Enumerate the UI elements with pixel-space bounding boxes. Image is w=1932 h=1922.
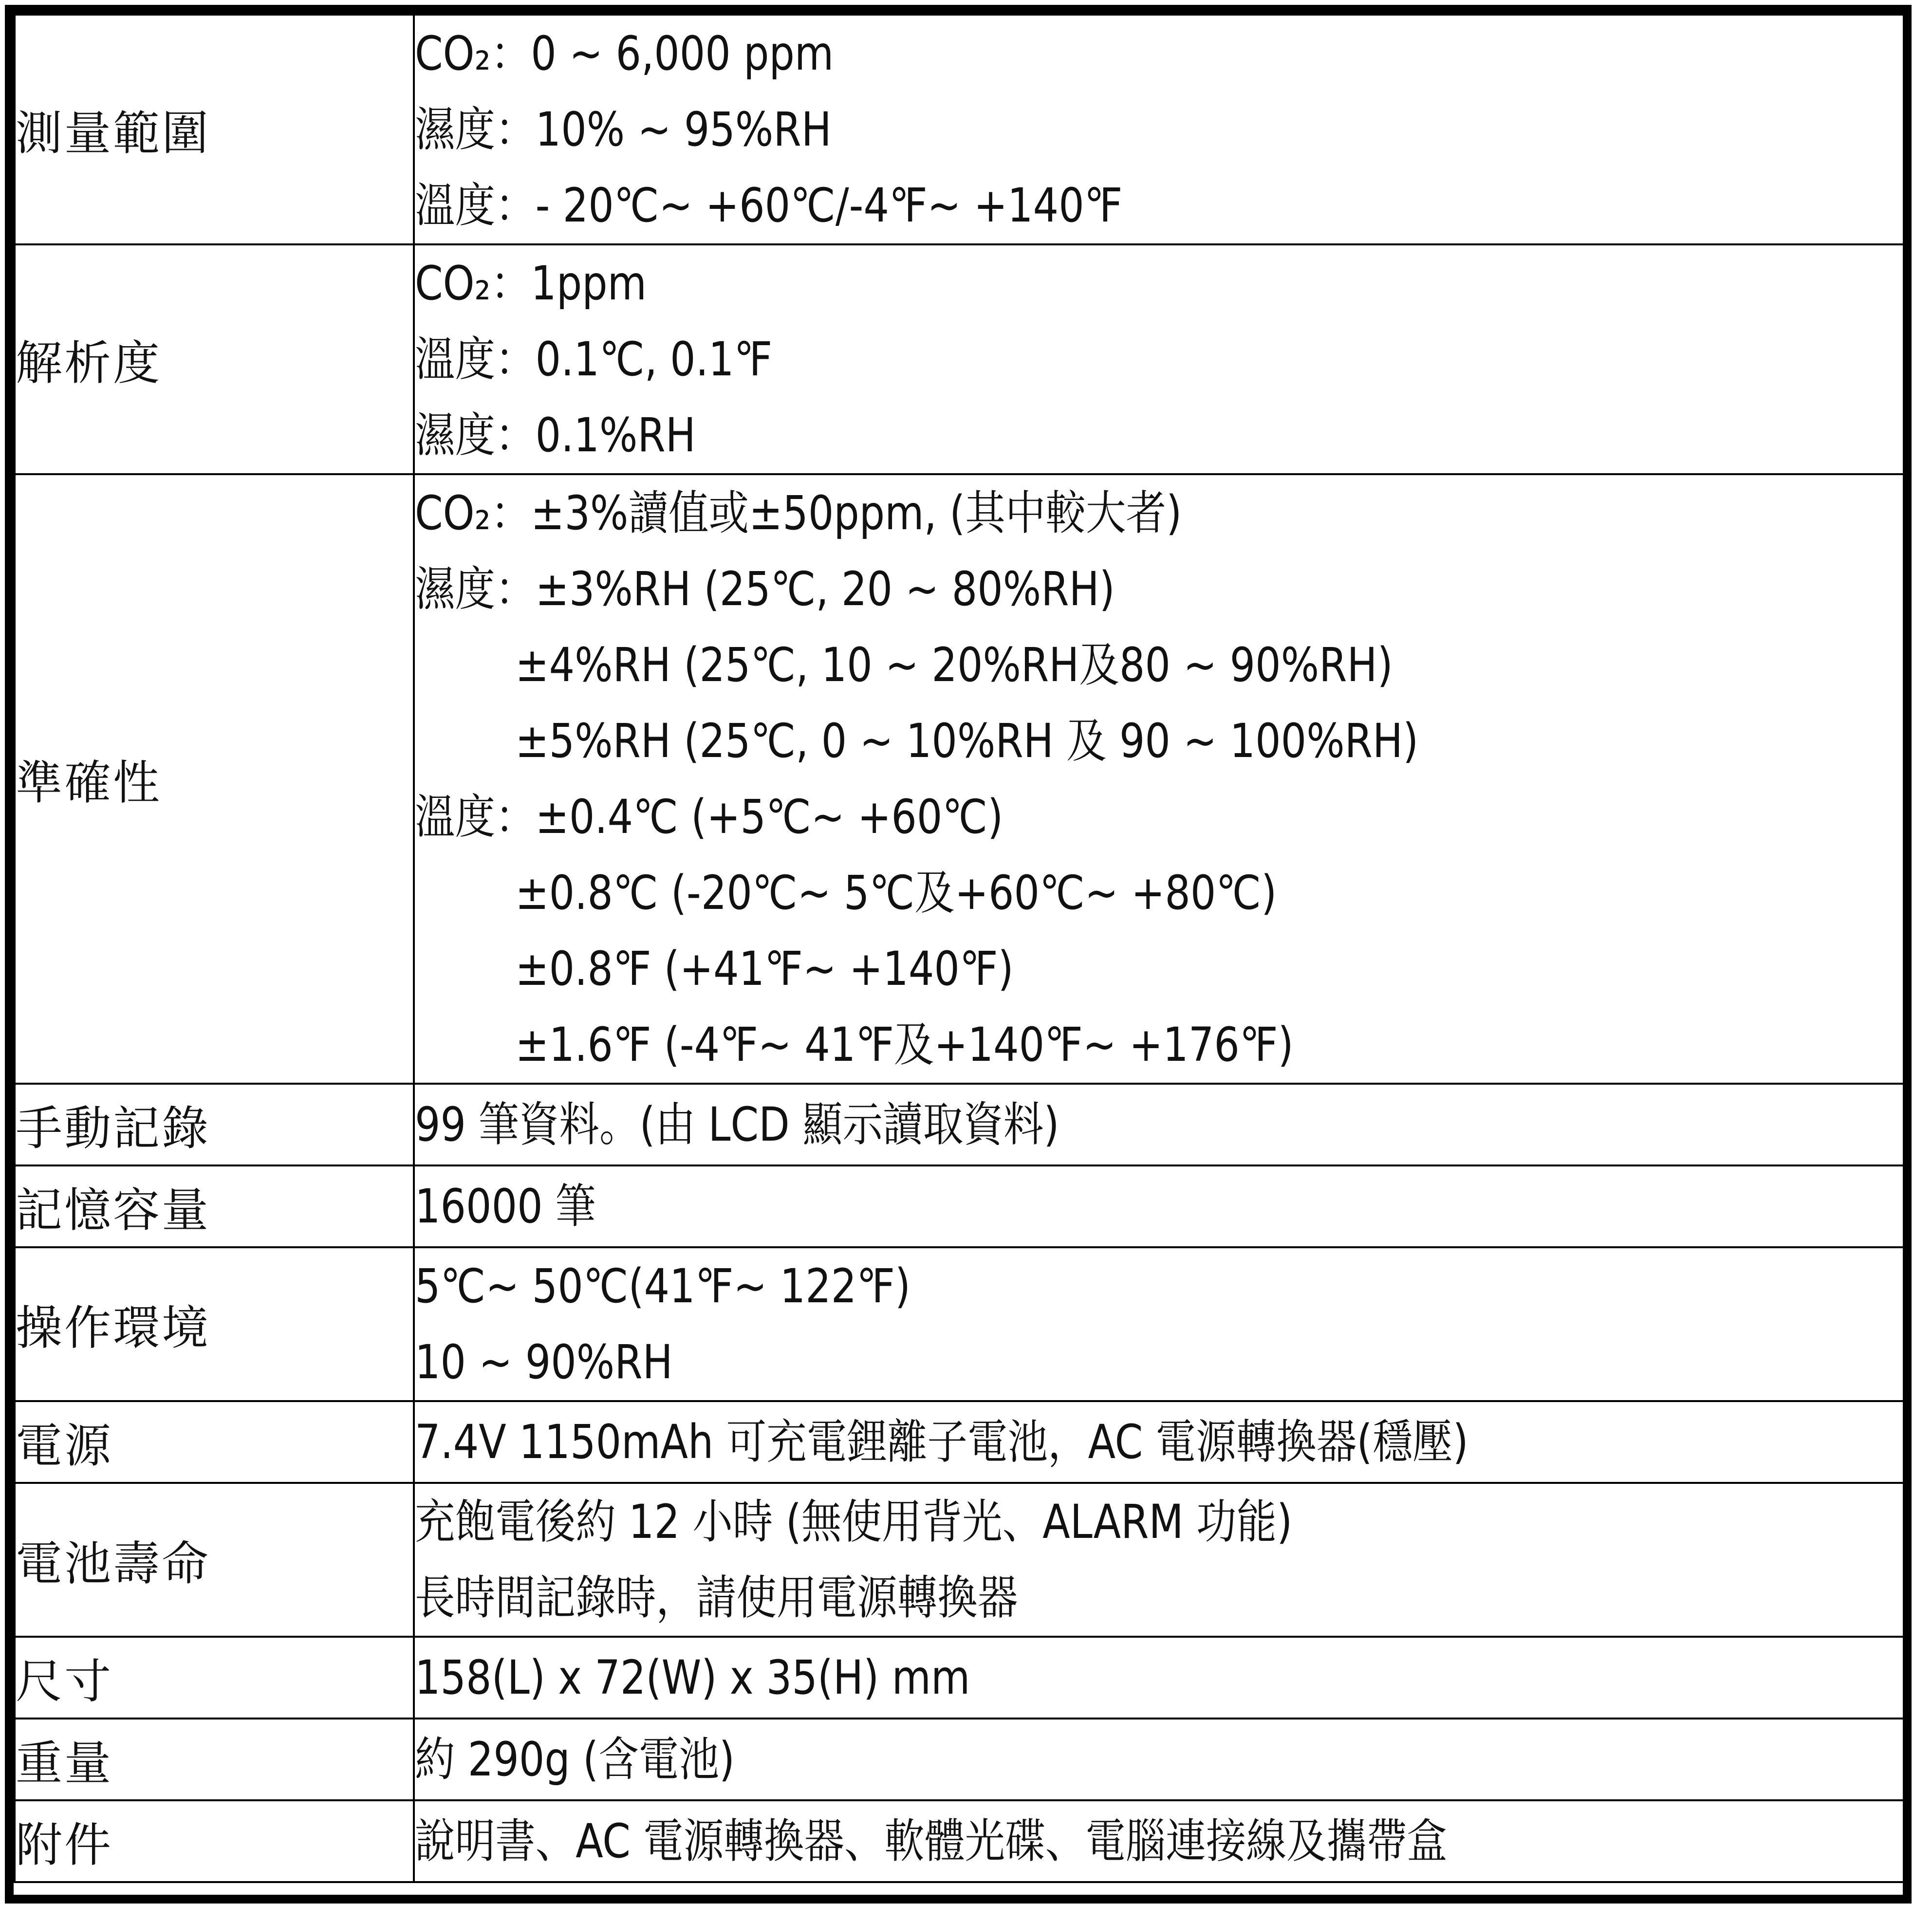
- value-line: 7.4V 1150mAh 可充電鋰離子電池，AC 電源轉換器(穩壓): [415, 1415, 1468, 1469]
- table-row: [15, 1483, 1904, 1637]
- value-line: 溫度：0.1℃, 0.1℉: [415, 332, 773, 387]
- row-value-power: [414, 1401, 1904, 1483]
- value-line: 158(L) x 72(W) x 35(H) mm: [415, 1650, 970, 1705]
- table-row: [15, 474, 1904, 1084]
- value-line: 濕度：±3%RH (25℃, 20 ~ 80%RH): [415, 562, 1115, 616]
- value-line: 99 筆資料。(由 LCD 顯示讀取資料): [415, 1097, 1059, 1152]
- table-row: [15, 244, 1904, 474]
- value-line: ±5%RH (25℃, 0 ~ 10%RH 及 90 ~ 100%RH): [515, 714, 1419, 768]
- table-row: [15, 1401, 1904, 1483]
- value-line: 長時間記錄時，請使用電源轉換器: [415, 1571, 1018, 1625]
- spec-table: [14, 14, 1905, 1883]
- row-value-measure-range: [414, 15, 1904, 244]
- row-label-weight: 重量: [15, 1719, 414, 1800]
- value-line: 16000 筆: [415, 1179, 596, 1234]
- value-line: ±4%RH (25℃, 10 ~ 20%RH及80 ~ 90%RH): [515, 638, 1393, 692]
- value-line: ±0.8℃ (-20℃~ 5℃及+60℃~ +80℃): [515, 866, 1277, 920]
- table-row: [15, 1165, 1904, 1247]
- table-row: [15, 1800, 1904, 1882]
- row-label-operating-environment: 操作環境: [15, 1247, 414, 1401]
- row-label-accessories: 附件: [15, 1800, 414, 1882]
- row-value-accessories: [414, 1800, 1904, 1882]
- value-line: 溫度：- 20℃~ +60℃/-4℉~ +140℉: [415, 178, 1123, 233]
- row-label-accuracy: 準確性: [15, 474, 414, 1084]
- table-row: [15, 1637, 1904, 1719]
- row-label-resolution: 解析度: [15, 244, 414, 474]
- table-row: [15, 15, 1904, 244]
- table-row: [15, 1719, 1904, 1800]
- value-line: CO₂：±3%讀值或±50ppm, (其中較大者): [415, 486, 1182, 540]
- value-line: 濕度：0.1%RH: [415, 408, 696, 462]
- value-line: 10 ~ 90%RH: [415, 1335, 673, 1389]
- value-line: 濕度：10% ~ 95%RH: [415, 102, 832, 157]
- row-value-battery-life: [414, 1483, 1904, 1637]
- row-value-weight: [414, 1719, 1904, 1800]
- value-line: 充飽電後約 12 小時 (無使用背光、ALARM 功能): [415, 1495, 1293, 1549]
- value-line: 5℃~ 50℃(41℉~ 122℉): [415, 1259, 911, 1313]
- row-value-operating-environment: [414, 1247, 1904, 1401]
- value-line: ±0.8℉ (+41℉~ +140℉): [515, 942, 1014, 996]
- table-row: [15, 1247, 1904, 1401]
- value-line: 約 290g (含電池): [415, 1732, 735, 1787]
- value-line: 溫度：±0.4℃ (+5℃~ +60℃): [415, 790, 1003, 844]
- row-label-manual-record: 手動記錄: [15, 1084, 414, 1165]
- row-value-manual-record: [414, 1084, 1904, 1165]
- row-value-resolution: [414, 244, 1904, 474]
- row-label-memory-capacity: 記憶容量: [15, 1165, 414, 1247]
- value-line: ±1.6℉ (-4℉~ 41℉及+140℉~ +176℉): [515, 1017, 1294, 1072]
- value-line: CO₂：0 ~ 6,000 ppm: [415, 26, 834, 81]
- value-line: CO₂：1ppm: [415, 256, 647, 311]
- row-value-dimensions: [414, 1637, 1904, 1719]
- row-value-accuracy: [414, 474, 1904, 1084]
- row-label-measure-range: 測量範圍: [15, 15, 414, 244]
- row-label-dimensions: 尺寸: [15, 1637, 414, 1719]
- value-line: 說明書、AC 電源轉換器、軟體光碟、電腦連接線及攜帶盒: [415, 1814, 1448, 1868]
- row-value-memory-capacity: [414, 1165, 1904, 1247]
- row-label-power: 電源: [15, 1401, 414, 1483]
- table-row: [15, 1084, 1904, 1165]
- row-label-battery-life: 電池壽命: [15, 1483, 414, 1637]
